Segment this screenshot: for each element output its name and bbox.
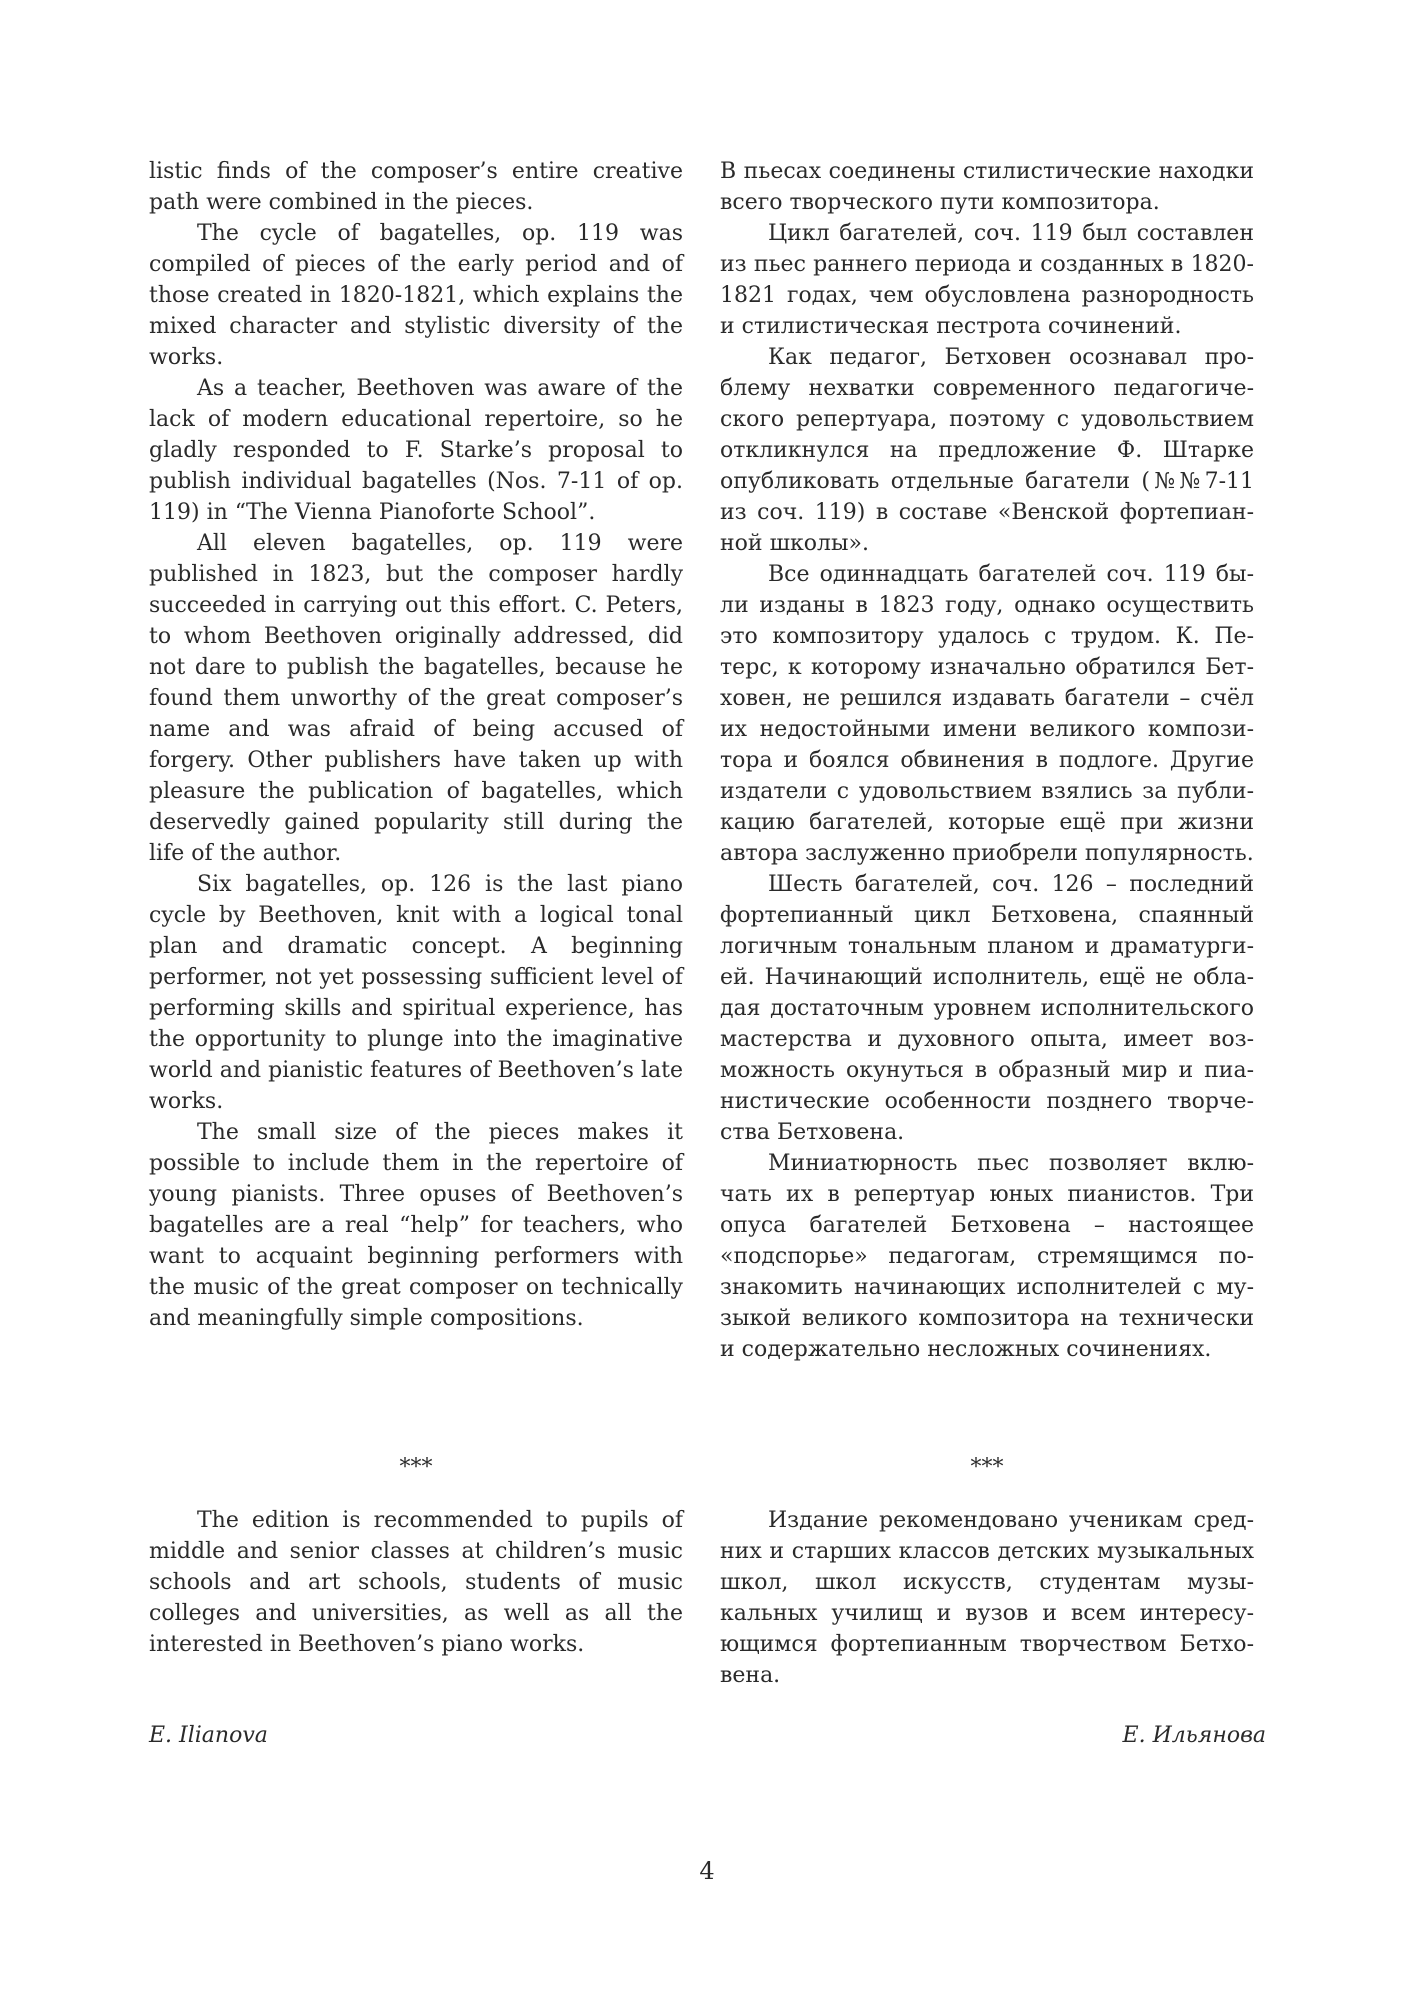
english-paragraph: All eleven bagatelles, op. 119 were published in 1823, but the composer hardly succeeded in carrying out this effort. C. Peters, to whom Beethoven originally addressed, did not dare to publish the bagatelles, because he found them unworthy of the great composer’s name and was afraid of being accused of forgery. Other publishers have taken up with pleasure the publication of bagatelles, which deservedly gained popularity still during the life of the author. (149, 531, 683, 866)
russian-paragraph: Миниатюрность пьес позволяет включать их в репертуар юных пианистов. Три опуса багателей Бетховена – настоящее «подспорье» педагогам, стремящимся познакомить начинающих исполнителей с музыкой великого композитора на технически и содержательно несложных сочинениях. (720, 1151, 1254, 1362)
english-author-signature: E. Ilianova (149, 1723, 268, 1748)
english-paragraph: listic finds of the composer’s entire creative path were combined in the pieces. (149, 159, 683, 215)
english-paragraph: The cycle of bagatelles, op. 119 was compiled of pieces of the early period and of those created in 1820-1821, which explains the mixed character and stylistic diversity of the works. (149, 221, 683, 370)
russian-author-signature: Е. Ильянова (1122, 1723, 1266, 1748)
page-number: 4 (699, 1857, 715, 1885)
russian-paragraph: Цикл багателей, соч. 119 был составлен из пьес раннего периода и созданных в 1820-1821 годах, чем обусловлена разнородность и стилистическая пестрота сочинений. (720, 221, 1254, 339)
english-paragraph: As a teacher, Beethoven was aware of the lack of modern educational repertoire, so he gladly responded to F. Starke’s proposal to publish individual bagatelles (Nos. 7-11 of op. 119) in “The Vienna Pianoforte School”. (149, 376, 683, 525)
russian-paragraph: Все одиннадцать багателей соч. 119 были изданы в 1823 году, однако осуществить это композитору удалось с трудом. К. Петерс, к которому изначально обратился Бетховен, не решился издавать багатели – счёл их недостойными имени великого композитора и боялся обвинения в подлоге. Другие издатели с удовольствием взялись за публикацию багателей, которые ещё при жизни автора заслуженно приобрели популярность. (720, 562, 1254, 866)
russian-paragraph: В пьесах соединены стилистические находки всего творческого пути композитора. (720, 159, 1254, 215)
english-recommendation-text: The edition is recommended to pupils of middle and senior classes at children’s music schools and art schools, students of music colleges and universities, as well as all the interested in Beethoven’s piano works. (149, 1508, 683, 1657)
english-recommendation (149, 1505, 683, 1660)
russian-recommendation-text: Издание рекомендовано ученикам средних и старших классов детских музыкальных школ, школ искусств, студентам музыкальных училищ и вузов и всем интересующимся фортепианным творчеством Бетховена. (720, 1508, 1254, 1688)
russian-recommendation (720, 1505, 1254, 1691)
russian-paragraph: Шесть багателей, соч. 126 – последний фортепианный цикл Бетховена, спаянный логичным тональным планом и драматургией. Начинающий исполнитель, ещё не обладая достаточным уровнем исполнительского мастерства и духовного опыта, имеет возможность окунуться в образный мир и пианистические особенности позднего творчества Бетховена. (720, 872, 1254, 1145)
russian-section-separator: *** (970, 1455, 1004, 1480)
english-section-separator: *** (399, 1455, 433, 1480)
english-paragraph: The small size of the pieces makes it possible to include them in the repertoire of young pianists. Three opuses of Beethoven’s bagatelles are a real “help” for teachers, who want to acquaint beginning performers with the music of the great composer on technically and meaningfully simple compositions. (149, 1120, 683, 1331)
english-paragraph: Six bagatelles, op. 126 is the last piano cycle by Beethoven, knit with a logical tonal plan and dramatic concept. A beginning performer, not yet possessing sufficient level of performing skills and spiritual experience, has the opportunity to plunge into the imaginative world and pianistic features of Beethoven’s late works. (149, 872, 683, 1114)
russian-column (720, 156, 1254, 1365)
english-column (149, 156, 683, 1334)
russian-paragraph: Как педагог, Бетховен осознавал проблему нехватки современного педагогического репертуара, поэтому с удовольствием откликнулся на предложение Ф. Штарке опубликовать отдельные багатели (№№7-11 из соч. 119) в составе «Венской фортепианной школы». (720, 345, 1254, 556)
